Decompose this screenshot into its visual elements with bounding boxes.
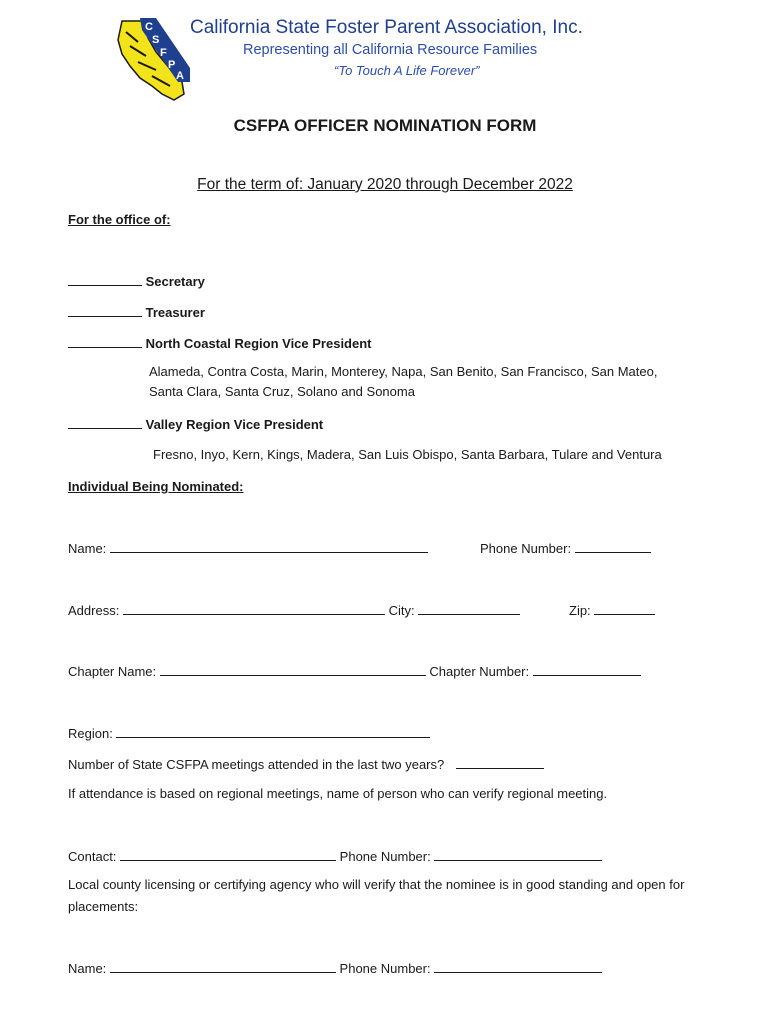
agency-note: Local county licensing or certifying agency who will verify that the nominee is in good standing and open for placements: [68, 877, 685, 914]
contact-phone-input-line[interactable] [434, 847, 602, 861]
contact-phone-label: Phone Number: [339, 849, 431, 864]
chapter-name-label: Chapter Name: [68, 664, 157, 679]
zip-field [569, 601, 655, 618]
chapter-number-label: Chapter Number: [429, 664, 530, 679]
term-line: For the term of: January 2020 through December 2022 [197, 176, 573, 193]
regional-note: If attendance is based on regional meetings, name of person who can verify regional meeting. [68, 786, 608, 801]
chapter-number-input-line[interactable] [533, 662, 641, 676]
name-label: Name: [68, 541, 107, 556]
phone-input-line[interactable] [575, 539, 651, 553]
agency-name-input-line[interactable] [110, 959, 336, 973]
office-blank[interactable] [68, 334, 142, 348]
meetings-field [68, 755, 544, 772]
office-label: Valley Region Vice President [145, 417, 324, 432]
counties-line: Fresno, Inyo, Kern, Kings, Madera, San Luis Obispo, Santa Barbara, Tulare and Ventura [153, 447, 662, 462]
form-title: CSFPA OFFICER NOMINATION FORM [233, 116, 537, 135]
region-label: Region: [68, 726, 113, 741]
svg-text:F: F [160, 47, 167, 59]
address-field [68, 601, 520, 618]
phone-field [480, 539, 651, 556]
svg-text:P: P [168, 59, 176, 71]
counties-line: Santa Clara, Santa Cruz, Solano and Sonoma [149, 384, 415, 399]
nominee-heading: Individual Being Nominated: [68, 479, 244, 494]
meetings-label: Number of State CSFPA meetings attended in the last two years? [68, 757, 445, 772]
csfpa-logo [112, 16, 190, 102]
office-label: Secretary [145, 274, 205, 289]
office-label: North Coastal Region Vice President [145, 336, 372, 351]
zip-input-line[interactable] [594, 601, 655, 615]
svg-text:S: S [152, 34, 160, 46]
office-option-north-coastal [68, 334, 372, 351]
svg-text:C: C [145, 21, 153, 33]
agency-field [68, 959, 602, 976]
city-input-line[interactable] [418, 601, 520, 615]
address-label: Address: [68, 603, 120, 618]
address-input-line[interactable] [123, 601, 385, 615]
region-field [68, 724, 430, 741]
office-blank[interactable] [68, 415, 142, 429]
phone-label: Phone Number: [480, 541, 572, 556]
contact-label: Contact: [68, 849, 117, 864]
name-input-line[interactable] [110, 539, 428, 553]
org-name: California State Foster Parent Association, Inc. [190, 17, 583, 38]
zip-label: Zip: [569, 603, 591, 618]
counties-line: Alameda, Contra Costa, Marin, Monterey, Napa, San Benito, San Francisco, San Mateo, [149, 364, 658, 379]
agency-phone-label: Phone Number: [339, 961, 431, 976]
chapter-field [68, 662, 641, 679]
office-heading: For the office of: [68, 212, 171, 227]
city-label: City: [388, 603, 415, 618]
svg-text:A: A [176, 70, 184, 82]
office-blank[interactable] [68, 303, 142, 317]
office-blank[interactable] [68, 272, 142, 286]
valley-counties [153, 445, 662, 465]
org-motto: “To Touch A Life Forever” [334, 63, 480, 78]
meetings-input-line[interactable] [456, 755, 544, 769]
contact-input-line[interactable] [120, 847, 336, 861]
name-field [68, 539, 428, 556]
office-label: Treasurer [145, 305, 205, 320]
contact-field [68, 847, 602, 864]
chapter-name-input-line[interactable] [160, 662, 426, 676]
agency-name-label: Name: [68, 961, 107, 976]
agency-phone-input-line[interactable] [434, 959, 602, 973]
region-input-line[interactable] [116, 724, 430, 738]
office-option-treasurer [68, 303, 205, 320]
office-option-secretary [68, 272, 205, 289]
north-coastal-counties [149, 362, 657, 402]
org-subtitle: Representing all California Resource Families [243, 42, 538, 58]
office-option-valley [68, 415, 323, 432]
